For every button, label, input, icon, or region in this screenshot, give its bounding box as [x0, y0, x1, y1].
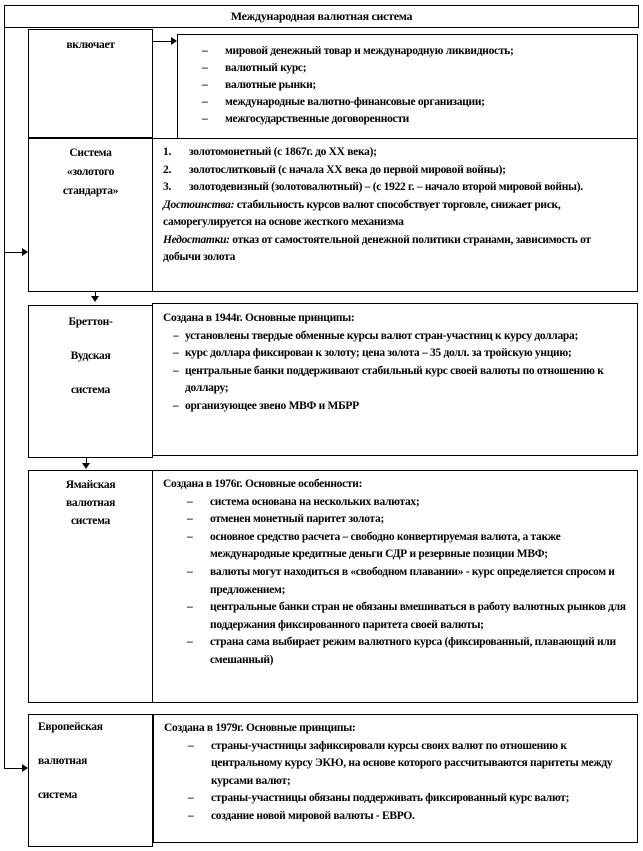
bretton-woods-item: – организующее звено МВФ и МБРР	[163, 398, 629, 416]
jamaica-item: – система основана на нескольких валютах;	[163, 494, 627, 512]
jamaica-intro: Создана в 1976г. Основные особенности:	[163, 478, 363, 490]
gold-standard-name-box	[28, 138, 153, 292]
stage-number: 2.	[163, 163, 172, 176]
includes-list	[178, 43, 637, 128]
stage-text: золотомонетный (с 1867г. до XX века);	[189, 146, 377, 158]
connector-includes	[153, 41, 172, 42]
jamaica-name-line: Ямайская	[65, 479, 116, 491]
european-name-box	[28, 714, 153, 847]
jamaica-item: – валюты могут находиться в «свободном плавании» - курс определяется спросом и предложением;	[163, 564, 627, 599]
includes-item: – международные валютно-финансовые организации;	[178, 94, 637, 111]
bretton-woods-name-line: система	[71, 384, 110, 396]
gold-disadvantages	[163, 232, 629, 267]
includes-item: – мировой денежный товар и международную ликвидность;	[178, 43, 637, 60]
includes-item: – межгосударственные договоренности	[178, 111, 637, 128]
disadvantages-text: отказ от самостоятельной денежной политики странами, зависимость от добычи золота	[163, 233, 591, 263]
gold-standard-name-line: стандарта»	[62, 185, 119, 197]
jamaica-name-line: система	[71, 515, 110, 527]
disadvantages-label: Недостатки:	[163, 233, 230, 246]
jamaica-name-box	[28, 470, 153, 703]
stage-number: 3.	[163, 181, 172, 193]
gold-standard-stages	[163, 144, 629, 197]
jamaica-item: – страна сама выбирает режим валютного курса (фиксированный, плавающий или смешанный)	[163, 634, 627, 669]
gold-stage-item	[163, 162, 629, 180]
european-list	[164, 738, 627, 826]
includes-item: – валютные рынки;	[178, 77, 637, 94]
european-detail-box	[153, 714, 638, 843]
bretton-woods-intro: Создана в 1944г. Основные принципы:	[163, 312, 355, 324]
gold-advantages	[163, 197, 629, 232]
jamaica-list	[163, 494, 627, 670]
stage-number: 1.	[163, 146, 172, 158]
european-name-line: система	[38, 789, 77, 801]
connector-to-european	[4, 768, 23, 769]
european-item: – страны-участницы обязаны поддерживать фиксированный курс валют;	[164, 790, 627, 808]
bretton-woods-name-box	[28, 305, 153, 458]
bretton-woods-detail-box	[152, 303, 638, 456]
jamaica-item: – основное средство расчета – свободно конвертируемая валюта, а также международные кредитные деньги СДР и резервные позиции МВФ;	[163, 529, 627, 564]
bretton-woods-name-line: Бреттон-	[68, 316, 113, 328]
includes-list-box	[177, 34, 638, 139]
gold-stage-item	[163, 179, 629, 197]
jamaica-detail-box	[152, 470, 638, 703]
jamaica-name-line: валютная	[66, 497, 115, 509]
bretton-woods-item: – установлены твердые обменные курсы валют стран-участниц к курсу доллара;	[163, 328, 629, 346]
stage-text: золотослитковый (с начала XX века до первой мировой войны);	[189, 163, 506, 176]
jamaica-item: – центральные банки стран не обязаны вмешиваться в работу валютных рынков для поддержания фиксированного паритета своей валюты;	[163, 599, 627, 634]
diagram-title	[4, 5, 639, 28]
includes-label-box	[28, 29, 153, 138]
includes-label: включает	[66, 39, 115, 51]
arrow-down-icon	[91, 296, 99, 302]
gold-stage-item	[163, 144, 629, 162]
gold-standard-name-line: Система	[69, 147, 112, 159]
diagram-title-text: Международная валютная система	[230, 9, 413, 23]
bretton-woods-list	[163, 328, 629, 416]
european-name-line: валютная	[38, 755, 87, 767]
jamaica-item: – отменен монетный паритет золота;	[163, 511, 627, 529]
gold-standard-detail-box	[152, 138, 638, 292]
advantages-text: стабильность курсов валют способствует торговле, снижает риск, саморегулируется на основе жесткого механизма	[163, 198, 561, 228]
stage-text: золотодевизный (золотовалютный) – (с 1922 г. – начало второй мировой войны).	[189, 181, 583, 193]
bretton-woods-name-line: Вудская	[70, 350, 111, 362]
european-intro: Создана в 1979г. Основные принципы:	[164, 722, 356, 734]
european-item: – страны-участницы зафиксировали курсы своих валют по отношению к центральному курсу ЭКЮ, на основе которого рассчитываются паритеты между курсами валют;	[164, 738, 627, 791]
european-item: – создание новой мировой валюты - ЕВРО.	[164, 808, 627, 826]
advantages-label: Достоинства:	[163, 198, 235, 211]
gold-standard-name-line: «золотого	[66, 166, 115, 178]
includes-item: – валютный курс;	[178, 60, 637, 77]
bretton-woods-item: – курс доллара фиксирован к золоту; цена золота – 35 долл. за тройскую унцию;	[163, 345, 629, 363]
connector-trunk-line	[4, 28, 5, 769]
connector-to-gold	[4, 252, 23, 253]
arrow-down-icon	[82, 463, 90, 469]
european-name-line: Европейская	[38, 721, 103, 733]
bretton-woods-item: – центральные банки поддерживают стабильный курс своей валюты по отношению к доллару;	[163, 363, 629, 398]
